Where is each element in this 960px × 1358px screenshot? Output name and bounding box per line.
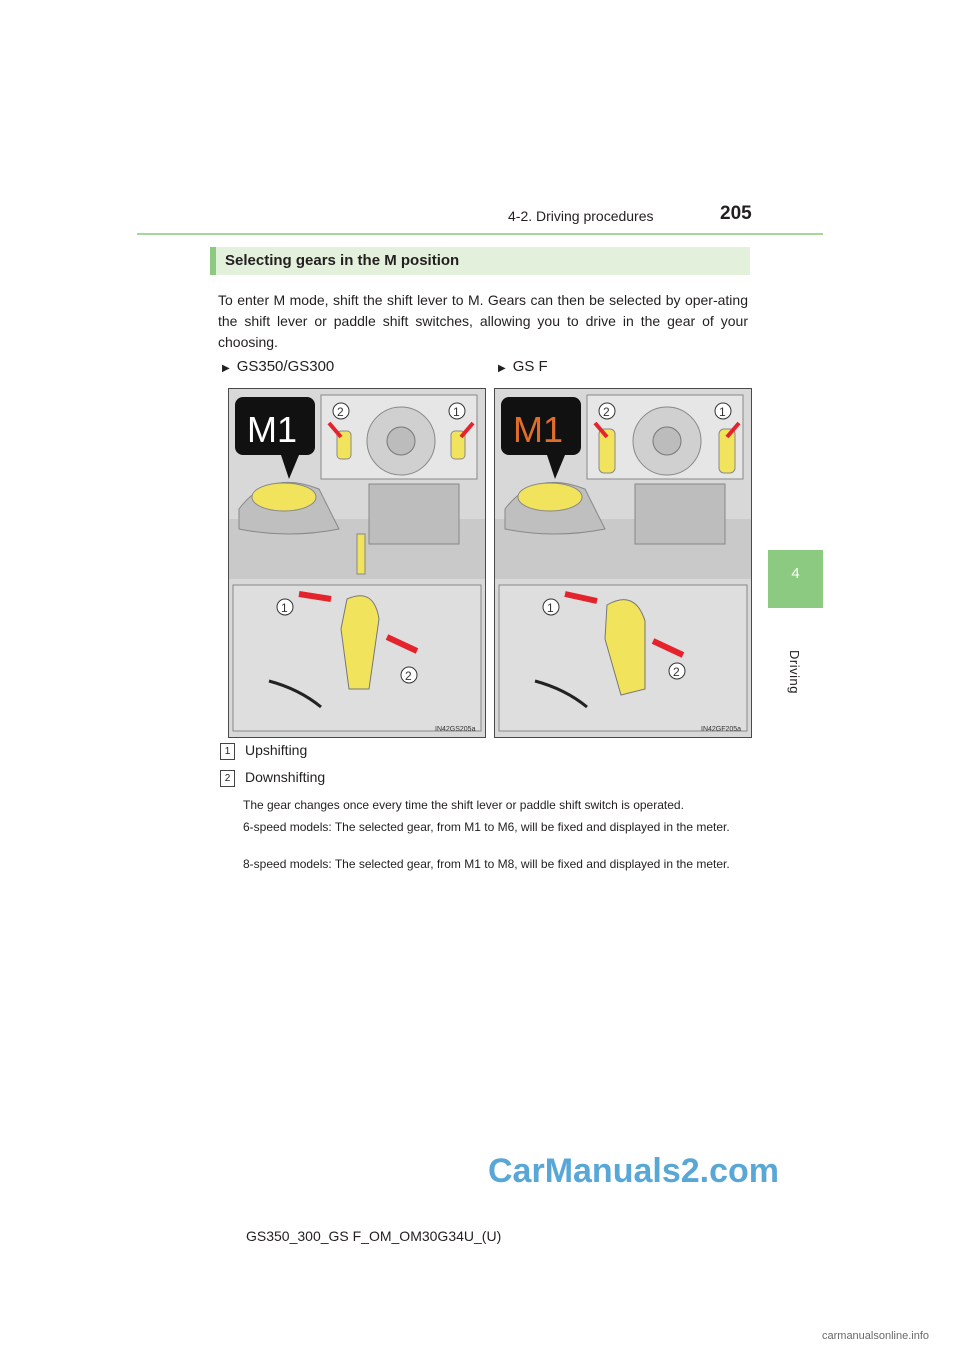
page-number: 205	[720, 203, 752, 224]
callout-1: 1	[281, 601, 288, 615]
model-label-text: GS350/GS300	[236, 358, 335, 375]
chapter-label: Driving	[787, 650, 802, 694]
section-accent	[210, 247, 216, 275]
figure-code: IN42GS205a	[435, 726, 476, 733]
shift-illustration-gsf	[495, 389, 751, 737]
callout-1: 1	[719, 405, 726, 419]
callout-2: 2	[337, 405, 344, 419]
illustration-gsf	[494, 388, 752, 738]
intro-paragraph: To enter M mode, shift the shift lever to M. Gears can then be selected by oper-ating the shift lever or paddle shift switches, allowing you to drive in the gear of your choosing.	[218, 292, 748, 350]
callout-1: 1	[547, 601, 554, 615]
gear-display: M1	[247, 409, 298, 450]
shift-illustration-gs350	[229, 389, 485, 737]
section-bar	[210, 247, 750, 275]
header-section: 4-2. Driving procedures	[508, 208, 654, 224]
legend-text: Downshifting	[245, 769, 326, 785]
triangle-bullet-icon: ▶	[498, 363, 506, 374]
callout-2: 2	[603, 405, 610, 419]
model-label-gsf	[498, 358, 548, 375]
gear-display: M1	[513, 409, 564, 450]
section-title: Selecting gears in the M position	[225, 252, 460, 269]
illustration-gs350	[228, 388, 486, 738]
model-label-text: GS F	[512, 358, 548, 375]
triangle-bullet-icon: ▶	[222, 363, 230, 374]
legend-item-upshifting	[220, 742, 307, 760]
legend-number: 2	[220, 770, 235, 787]
note-paragraph: 8-speed models: The selected gear, from M1 to M8, will be fixed and displayed in the meter.	[243, 857, 730, 871]
watermark-secondary: carmanualsonline.info	[822, 1330, 930, 1342]
callout-2: 2	[673, 665, 680, 679]
footer-code: GS350_300_GS F_OM_OM30G34U_(U)	[246, 1228, 502, 1244]
callout-2: 2	[405, 669, 412, 683]
note-paragraph: 6-speed models: The selected gear, from M1 to M6, will be fixed and displayed in the meter.	[243, 820, 730, 834]
model-label-gs350	[222, 358, 334, 375]
chapter-number: 4	[791, 565, 800, 582]
legend-item-downshifting	[220, 769, 325, 787]
legend-text: Upshifting	[245, 742, 308, 758]
note-paragraph: The gear changes once every time the shift lever or paddle shift switch is operated.	[243, 798, 684, 812]
watermark: CarManuals2.com	[488, 1152, 779, 1190]
header-rule	[137, 233, 823, 235]
figure-code: IN42GF205a	[701, 726, 742, 733]
callout-1: 1	[453, 405, 460, 419]
legend-number: 1	[220, 743, 235, 760]
